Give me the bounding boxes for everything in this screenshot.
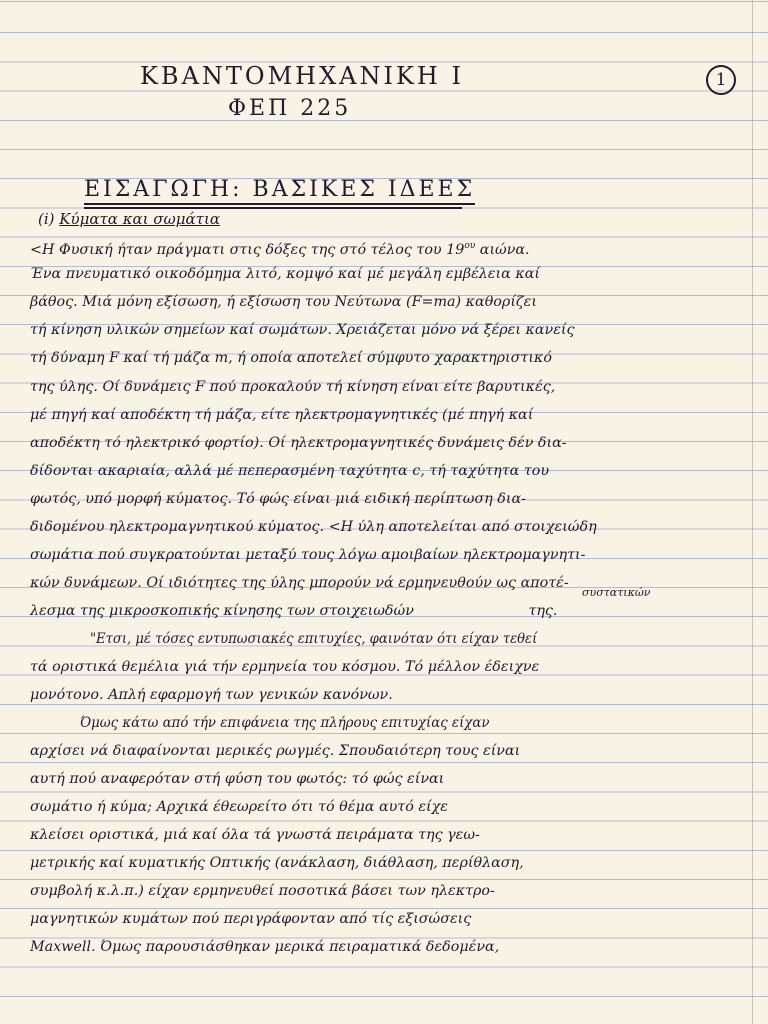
body-line: Ένα πνευματικό οικοδόμημα λιτό, κομψό καί μέ μεγάλη εμβέλεια καί <box>30 266 540 282</box>
body-line: συμβολή κ.λ.π.) είχαν ερμηνευθεί ποσοτικά βάσει των ηλεκτρο- <box>30 883 495 899</box>
body-line: βάθος. Μιά μόνη εξίσωση, ή εξίσωση του Νεύτωνα (F=ma) καθορίζει <box>30 294 537 310</box>
page-number-badge: 1 <box>706 65 736 95</box>
body-line-text: λεσμα της μικροσκοπικής κίνησης των στοιχειωδών <box>30 603 414 619</box>
body-line: διδομένου ηλεκτρομαγνητικού κύματος. <Η ύλη αποτελείται από στοιχειώδη <box>30 519 597 535</box>
body-line: δίδονται ακαριαία, αλλά μέ πεπερασμένη ταχύτητα c, τή ταχύτητα του <box>30 463 550 479</box>
page-title: ΚΒΑΝΤΟΜΗΧΑΝΙΚΗ Ι <box>140 62 464 90</box>
body-line-text: αιώνα. <box>479 241 530 258</box>
body-line: τή κίνηση υλικών σημείων καί σωμάτων. Χρειάζεται μόνο νά ξέρει κανείς <box>30 322 575 338</box>
body-line-text: <Η Φυσική ήταν πράγματι στις δόξες της στό τέλος του 19 <box>30 241 465 258</box>
body-line: Όμως κάτω από τήν επιφάνεια της πλήρους επιτυχίας είχαν <box>80 715 490 731</box>
superscript: ου <box>464 241 476 251</box>
body-line: Maxwell. Όμως παρουσιάσθηκαν μερικά πειραματικά δεδομένα, <box>30 939 500 955</box>
section-title-text: Κύματα και σωμάτια <box>59 210 220 228</box>
body-line: μέ πηγή καί αποδέκτη τή μάζα, είτε ηλεκτρομαγνητικές (μέ πηγή καί <box>30 407 534 423</box>
inserted-word: συστατικών <box>582 586 651 599</box>
body-line: "Ετσι, μέ τόσες εντυπωσιακές επιτυχίες, φαινόταν ότι είχαν τεθεί <box>90 631 538 647</box>
section-number: (i) <box>38 210 55 228</box>
body-line: τά οριστικά θεμέλια γιά τήν ερμηνεία του κόσμου. Τό μέλλον έδειχνε <box>30 659 540 675</box>
body-line-text: της. <box>528 603 558 619</box>
body-line: κλείσει οριστικά, μιά καί όλα τά γνωστά πειράματα της γεω- <box>30 827 480 843</box>
body-line: σωμάτια πού συγκρατούνται μεταξύ τους λόγω αμοιβαίων ηλεκτρομαγνητι- <box>30 547 586 563</box>
body-line: αυτή πού αναφερόταν στή φύση του φωτός: τό φώς είναι <box>30 771 445 787</box>
body-line: σωμάτιο ή κύμα; Αρχικά έθεωρείτο ότι τό θέμα αυτό είχε <box>30 799 448 815</box>
body-line: αρχίσει νά διαφαίνονται μερικές ρωγμές. Σπουδαιότερη τους είναι <box>30 743 521 759</box>
body-line: τή δύναμη F καί τή μάζα m, ή οποία αποτελεί σύμφυτο χαρακτηριστικό <box>30 350 552 366</box>
course-code: ΦΕΠ 225 <box>228 96 352 121</box>
body-line: φωτός, υπό μορφή κύματος. Τό φώς είναι μιά ειδική περίπτωση δια- <box>30 491 526 507</box>
chapter-heading: ΕΙΣΑΓΩΓΗ: ΒΑΣΙΚΕΣ ΙΔΕΕΣ <box>84 177 475 205</box>
body-line: μαγνητικών κυμάτων πού περιγράφονταν από τίς εξισώσεις <box>30 911 472 927</box>
body-line: κών δυνάμεων. Οί ιδιότητες της ύλης μπορούν νά ερμηνευθούν ως αποτέ- <box>30 575 569 591</box>
body-line: μετρικής καί κυματικής Οπτικής (ανάκλαση, διάθλαση, περίθλαση, <box>30 855 524 871</box>
body-line: της ύλης. Οί δυνάμεις F πού προκαλούν τή κίνηση είναι είτε βαρυτικές, <box>30 379 556 395</box>
body-line <box>30 236 768 260</box>
section-title <box>38 210 220 228</box>
heading-underline <box>84 207 462 209</box>
body-line: μονότονο. Απλή εφαρμογή των γενικών κανόνων. <box>30 687 393 703</box>
body-line <box>30 601 768 621</box>
body-line: αποδέκτη τό ηλεκτρικό φορτίο). Οί ηλεκτρομαγνητικές δυνάμεις δέν δια- <box>30 435 567 451</box>
